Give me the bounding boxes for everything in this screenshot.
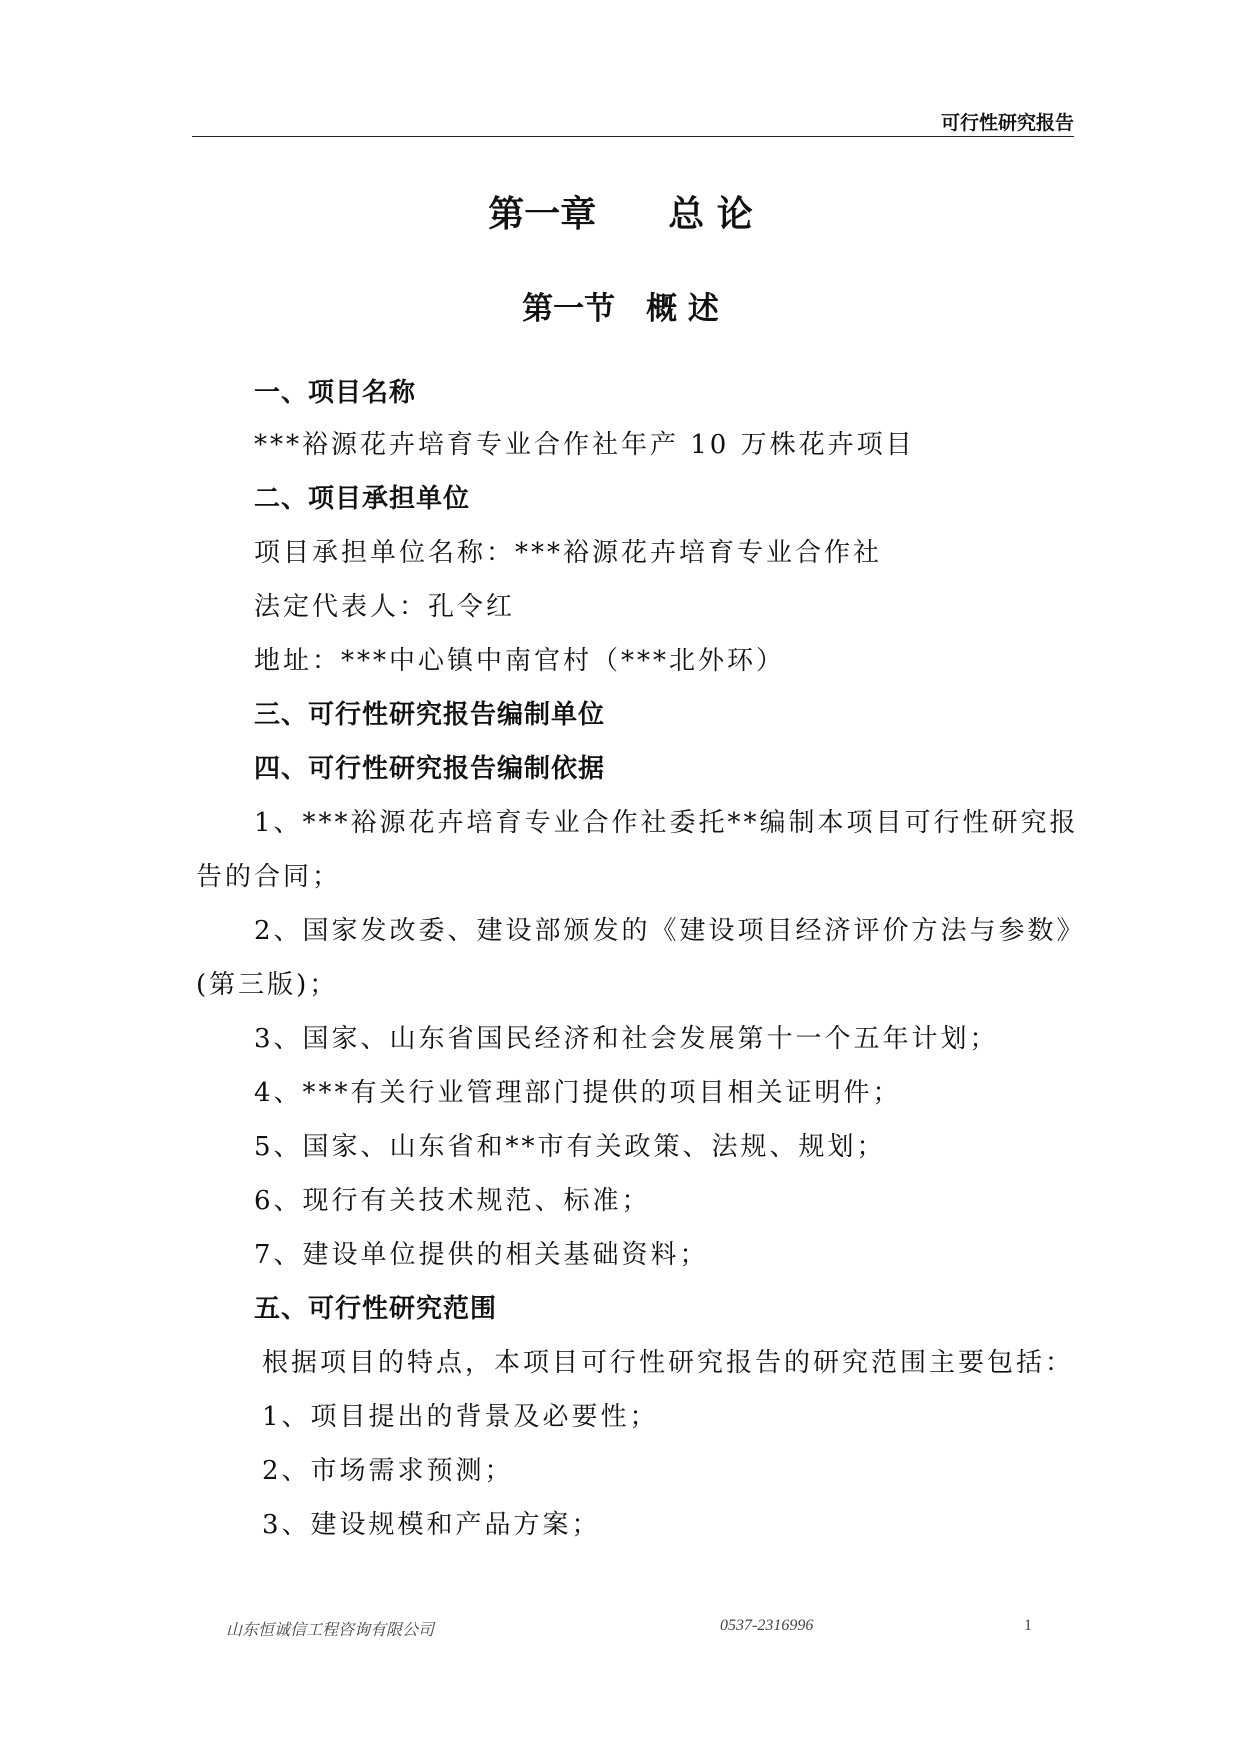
basis-item-2-cont: (第三版)； <box>196 970 339 1000</box>
legal-representative-text: 法定代表人：孔令红 <box>254 592 516 622</box>
basis-item-1: 1、***裕源花卉培育专业合作社委托**编制本项目可行性研究报 <box>254 808 1079 838</box>
basis-item-3: 3、国家、山东省国民经济和社会发展第十一个五年计划； <box>254 1024 999 1054</box>
footer-company: 山东恒诚信工程咨询有限公司 <box>226 1622 435 1639</box>
scope-item-2: 2、市场需求预测； <box>262 1456 514 1486</box>
scope-intro: 根据项目的特点，本项目可行性研究报告的研究范围主要包括： <box>262 1348 1075 1378</box>
basis-item-7: 7、建设单位提供的相关基础资料； <box>254 1240 709 1270</box>
undertaker-name-text: 项目承担单位名称：***裕源花卉培育专业合作社 <box>254 538 883 568</box>
basis-item-4: 4、***有关行业管理部门提供的项目相关证明件； <box>254 1078 902 1108</box>
chapter-title: 第一章 总 论 <box>488 194 753 235</box>
heading-report-basis: 四、可行性研究报告编制依据 <box>254 754 606 784</box>
address-text: 地址：***中心镇中南官村（***北外环） <box>254 646 786 676</box>
heading-project-name: 一、项目名称 <box>254 378 417 408</box>
scope-item-1: 1、项目提出的背景及必要性； <box>262 1402 659 1432</box>
project-name-text: ***裕源花卉培育专业合作社年产 10 万株花卉项目 <box>254 430 915 460</box>
basis-item-2: 2、国家发改委、建设部颁发的《建设项目经济评价方法与参数》 <box>254 916 1086 946</box>
scope-item-3: 3、建设规模和产品方案； <box>262 1510 601 1540</box>
basis-item-5: 5、国家、山东省和**市有关政策、法规、规划； <box>254 1132 886 1162</box>
basis-item-6: 6、现行有关技术规范、标准； <box>254 1186 651 1216</box>
heading-report-compiler: 三、可行性研究报告编制单位 <box>254 700 606 730</box>
header-divider <box>192 136 1074 137</box>
section-title: 第一节 概 述 <box>522 291 719 327</box>
basis-item-1-cont: 告的合同； <box>196 862 342 892</box>
footer-phone: 0537-2316996 <box>720 1617 814 1634</box>
heading-research-scope: 五、可行性研究范围 <box>254 1294 498 1324</box>
header-title: 可行性研究报告 <box>940 112 1074 134</box>
page-number: 1 <box>1024 1617 1032 1634</box>
heading-project-undertaker: 二、项目承担单位 <box>254 484 471 514</box>
